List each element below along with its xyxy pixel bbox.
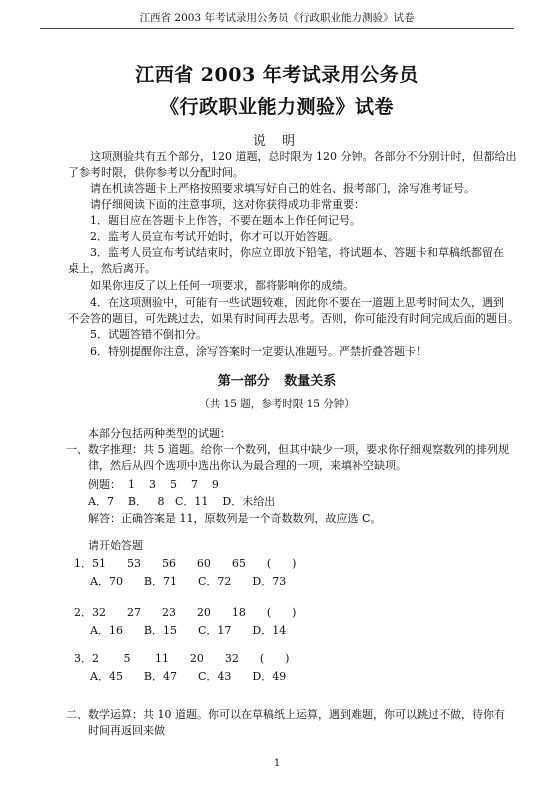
part1-intro: 本部分包括两种类型的试题： <box>88 427 231 440</box>
type2-description: 二、数学运算：共 10 道题。你可以在草稿纸上运算，遇到难题，你可以跳过不做，待你有 <box>66 708 505 721</box>
part1-subtitle: （共 15 题，参考时限 15 分钟） <box>199 398 355 410</box>
instructions-heading: 说 明 <box>252 134 302 149</box>
instruction-line: 不会答的题目，可先跳过去，如果有时间再去思考。否则，你可能没有时间完成后面的题目。 <box>68 312 519 325</box>
instruction-line: 6．特别提醒你注意，涂写答案时一定要认准题号。严禁折叠答题卡！ <box>90 345 427 358</box>
instruction-line: 了参考时限，供你参考以分配时间。 <box>68 166 244 179</box>
start-label: 请开始答题 <box>88 539 143 552</box>
question-options: A．45 B．47 C．43 D．49 <box>90 670 287 683</box>
running-header: 江西省 2003 年考试录用公务员《行政职业能力测验》试卷 <box>40 10 514 29</box>
instruction-line: 5．试题答错不倒扣分。 <box>90 328 207 341</box>
question-options: A．70 B．71 C．72 D．73 <box>90 575 287 588</box>
part1-title: 第一部分 数量关系 <box>217 374 337 389</box>
instruction-line: 2．监考人员宣布考试开始时，你才可以开始答题。 <box>90 230 339 243</box>
example-stem: 例题： 1 3 5 7 9 <box>88 478 219 491</box>
instruction-line: 这项测验共有五个部分，120 道题，总时限为 120 分钟。各部分不分别计时，但都给出 <box>90 150 517 163</box>
instruction-line: 如果你违反了以上任何一项要求，都将影响你的成绩。 <box>90 279 354 292</box>
instruction-line: 4．在这项测验中，可能有一些试题较难，因此你不要在一道题上思考时间太久，遇到 <box>90 296 504 309</box>
instruction-line: 请仔细阅读下面的注意事项，这对你获得成功非常重要： <box>90 198 365 211</box>
question-options: A．16 B．15 C．17 D．14 <box>90 624 287 637</box>
example-answer: 解答：正确答案是 11，原数列是一个奇数数列，故应选 C。 <box>88 512 382 525</box>
type1-description: 律，然后从四个选项中选出你认为最合理的一项，来填补空缺项。 <box>88 459 407 472</box>
type1-description: 一、数字推理：共 5 道题。给你一个数列，但其中缺少一项，要求你仔细观察数列的排列规 <box>66 443 509 456</box>
page-number: 1 <box>273 758 281 769</box>
instruction-line: 1．题目应在答题卡上作答，不要在题本上作任何记号。 <box>90 214 361 227</box>
exam-title-line1: 江西省 2003 年考试录用公务员 <box>135 64 419 86</box>
instruction-line: 请在机读答题卡上严格按照要求填写好自己的姓名、报考部门，涂写准考证号。 <box>90 182 475 195</box>
exam-title-line2: 《行政职业能力测验》试卷 <box>159 96 394 118</box>
type2-description: 时间再返回来做 <box>88 724 165 737</box>
question-stem: 3．2 5 11 20 32 ( ) <box>74 652 290 665</box>
question-stem: 2．32 27 23 20 18 ( ) <box>74 606 297 619</box>
instruction-line: 桌上，然后离开。 <box>68 262 156 275</box>
question-stem: 1．51 53 56 60 65 ( ) <box>74 557 297 570</box>
instruction-line: 3．监考人员宣布考试结束时，你应立即放下铅笔，将试题本、答题卡和草稿纸都留在 <box>90 246 504 259</box>
example-options: A．7 B． 8 C．11 D．未给出 <box>88 495 276 508</box>
